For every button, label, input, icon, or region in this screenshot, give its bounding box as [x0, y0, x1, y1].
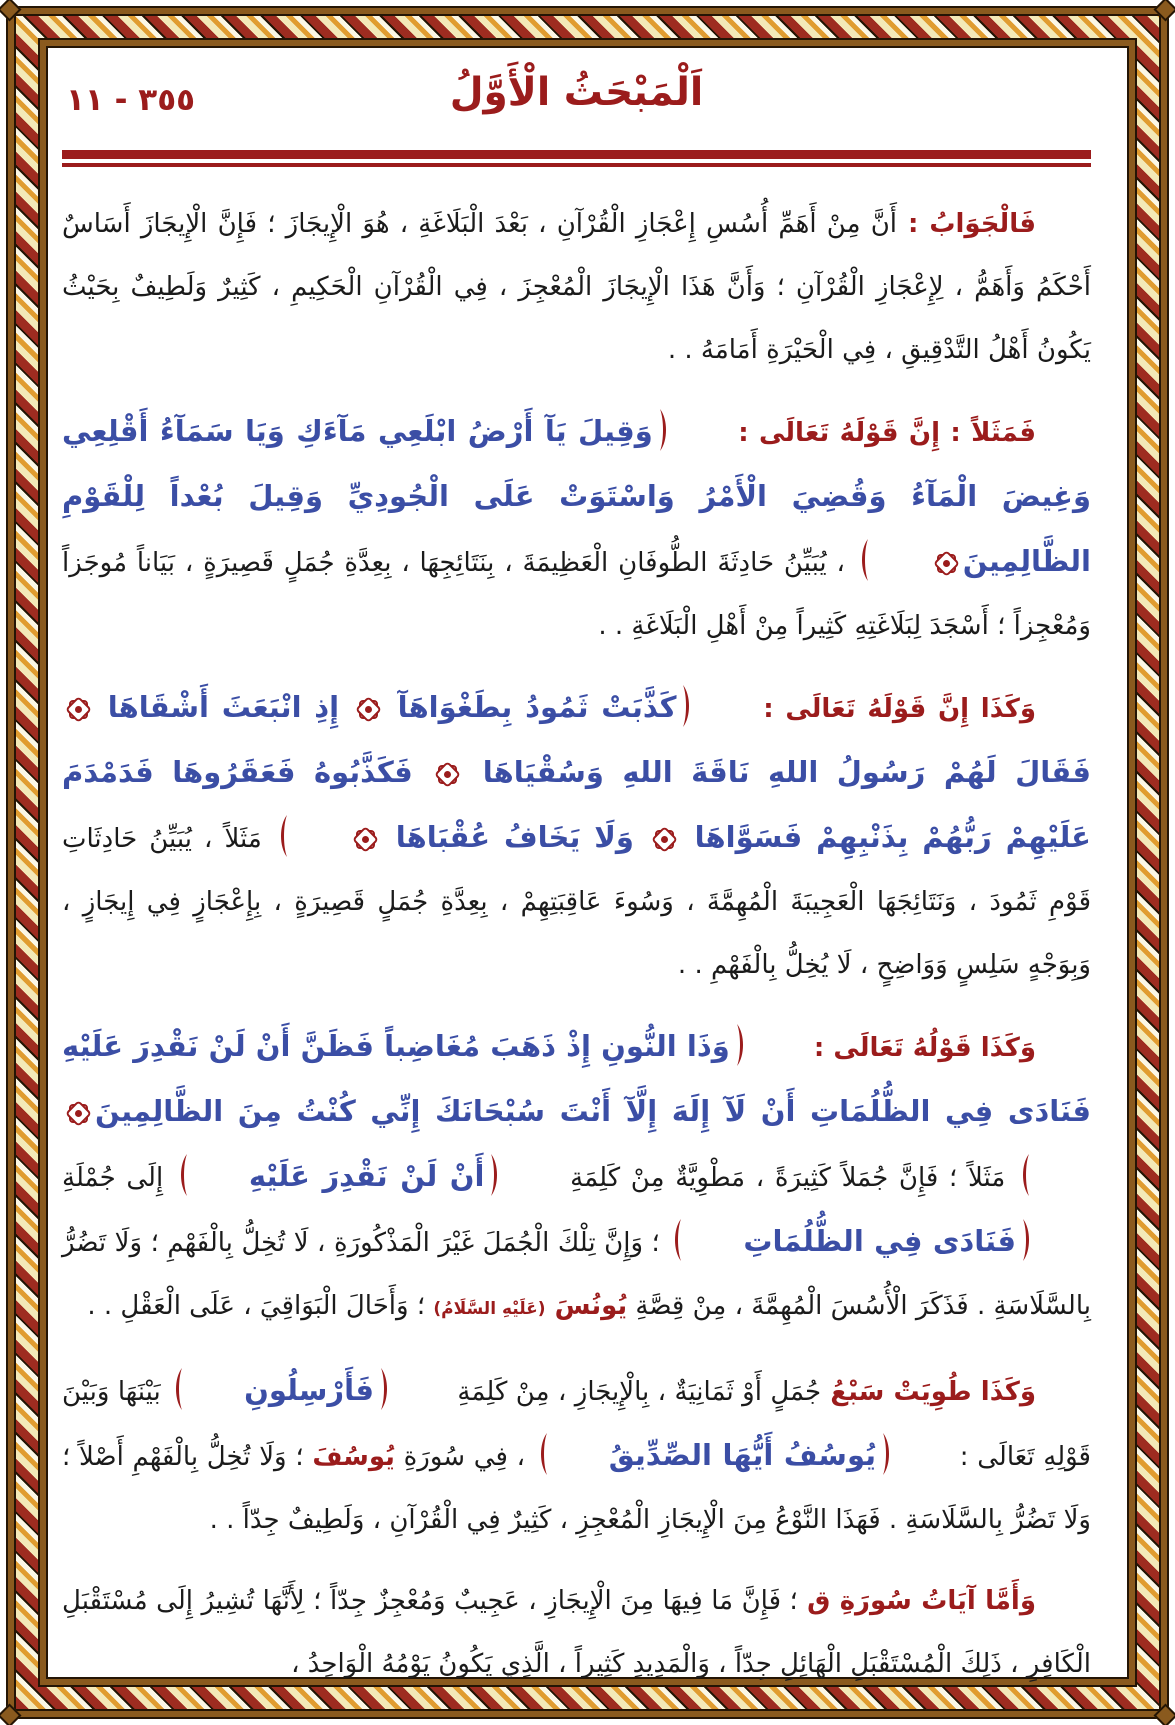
quran-close-bracket-icon	[671, 1219, 740, 1261]
quran-open-bracket-icon	[656, 409, 725, 451]
corner-ornament	[0, 1703, 22, 1725]
quran-quote-text: فَقَالَ لَهُمْ رَسُولُ اللهِ نَاقَةَ اللهِ وَسُقْيَاهَا	[464, 755, 1092, 789]
quran-quote-text: وَقِيلَ يَآ أَرْضُ ابْلَعِي مَآءَكِ وَيَا سَمَآءُ أَقْلِعِي وَغِيضَ الْمَآءُ وَقُضِيَ الْأَمْرُ وَاسْتَوَتْ عَلَى الْجُودِيِّ وَقِيلَ بُعْداً لِلْقَوْمِ الظَّالِمِينَ	[62, 414, 1091, 578]
quran-close-bracket-icon	[172, 1368, 241, 1410]
page-title: اَلْمَبْحَثُ الْأَوَّلُ	[449, 70, 704, 115]
quran-quote-text: فَكَذَّبُوهُ فَعَقَرُوهَا فَدَمْدَمَ عَلَيْهِمْ رَبُّهُمْ بِذَنْبِهِمْ فَسَوَّاهَا	[62, 755, 1091, 854]
quran-quote-text: فَأَرْسِلُونِ	[244, 1373, 374, 1407]
ayah-separator-rosette-icon	[936, 553, 957, 574]
quran-open-bracket-icon	[377, 1368, 446, 1410]
page-content	[62, 56, 1091, 1691]
divider-thick-line	[62, 150, 1091, 159]
quran-quote-text: فَنَادَى فِي الظُّلُمَاتِ	[743, 1224, 1017, 1258]
quran-quote-text: كَذَّبَتْ ثَمُودُ بِطَغْوَاهَآ	[384, 690, 677, 724]
body-black-text: بَيْنَهَا وَبَيْنَ قَوْلِهِ تَعَالَى :	[62, 1377, 1091, 1472]
honorific-text: (عَلَيْهِ السَّلَامُ)	[433, 1299, 546, 1319]
corner-ornament	[1153, 1703, 1175, 1725]
quran-close-bracket-icon	[277, 815, 346, 857]
quran-quote-text: وَلَا يَخَافُ عُقْبَاهَا	[381, 820, 648, 854]
ayah-separator-rosette-icon	[355, 829, 376, 850]
paragraph-5	[62, 1359, 1091, 1552]
paragraph-2	[62, 400, 1091, 658]
page-number: ٣٥٥ - ١١	[66, 82, 196, 118]
quran-open-bracket-icon	[679, 685, 748, 727]
header-divider	[62, 150, 1091, 167]
emphasis-red-text: يُونُسَ	[545, 1291, 628, 1321]
ayah-separator-rosette-icon	[654, 829, 675, 850]
quran-quote-text: إِذِ انْبَعَثَ أَشْقَاهَا	[95, 690, 352, 724]
quran-close-bracket-icon	[537, 1433, 606, 1475]
quran-open-bracket-icon	[879, 1433, 948, 1475]
emphasis-red-text: فَمَثَلاً : إِنَّ قَوْلَهُ تَعَالَى :	[727, 418, 1036, 448]
emphasis-red-text: وَكَذَا قَوْلُهُ تَعَالَى :	[804, 1033, 1036, 1063]
body-black-text: أَنَّ مِنْ أَهَمِّ أُسُسِ إِعْجَازِ الْقُرْآنِ ، بَعْدَ الْبَلَاغَةِ ، هُوَ الْإِيجَازَ ؛ فَإِنَّ الْإِيجَازَ أَسَاسٌ أَحْكَمُ وَأَهَمُّ ، لِإِعْجَازِ الْقُرْآنِ ؛ وَأَنَّ هَذَا الْإِيجَازَ الْمُعْجِزَ ، فِي الْقُرْآنِ الْحَكِيمِ ، كَثِيرٌ وَلَطِيفٌ بِحَيْثُ يَكُونُ أَهْلُ التَّدْقِيقِ ، فِي الْحَيْرَةِ أَمَامَهُ . .	[62, 209, 1091, 365]
body-black-text: جُمَلٍ أَوْ ثَمَانِيَةٌ ، بِالْإِيجَازِ ، مِنْ كَلِمَةِ	[449, 1377, 822, 1407]
quran-quote-text: يُوسُفُ أَيُّهَا الصِّدِّيقُ	[608, 1438, 877, 1472]
body-black-text: إِلَى جُمْلَةِ	[62, 1163, 174, 1193]
body-black-text: ؛ وَإِنَّ تِلْكَ الْجُمَلَ غَيْرَ الْمَذْكُورَةِ ، لَا تُخِلُّ بِالْفَهْمِ ؛ وَلَا تَضُرُّ بِالسَّلَاسَةِ . فَذَكَرَ الْأُسُسَ الْمُهِمَّةَ ، مِنْ قِصَّةِ	[62, 1228, 1091, 1321]
corner-ornament	[1153, 0, 1175, 22]
body-black-text: مَثَلاً ، يُبَيِّنُ حَادِثَاتِ قَوْمِ ثَمُودَ ، وَنَتَائِجَهَا الْعَجِيبَةَ الْمُهِمَّةَ ، وَسُوءَ عَاقِبَتِهِمْ ، بِعِدَّةِ جُمَلٍ قَصِيرَةٍ ، بِإِعْجَازٍ فِي إِيجَازٍ ، وَبِوَجْهٍ سَلِسٍ وَوَاضِحٍ ، لَا يُخِلُّ بِالْفَهْمِ . .	[62, 824, 1091, 980]
emphasis-red-text: يُوسُفَ	[312, 1442, 395, 1472]
ayah-separator-rosette-icon	[68, 699, 89, 720]
paragraph-6	[62, 1570, 1091, 1696]
emphasis-red-text: وَكَذَا إِنَّ قَوْلَهُ تَعَالَى :	[751, 694, 1036, 724]
emphasis-red-text: وَكَذَا طُوِيَتْ سَبْعُ	[821, 1377, 1037, 1407]
body-black-text: مَثَلاً ؛ فَإِنَّ جُمَلاً كَثِيرَةً ، مَطْوِيَّةٌ مِنْ كَلِمَةِ	[559, 1163, 1017, 1193]
ayah-separator-rosette-icon	[437, 764, 458, 785]
quran-open-bracket-icon	[733, 1024, 802, 1066]
body-text	[62, 193, 1091, 1696]
paragraph-3	[62, 676, 1091, 997]
quran-close-bracket-icon	[177, 1154, 246, 1196]
body-black-text: ، فِي سُورَةِ	[394, 1442, 534, 1472]
body-black-text: ؛ وَلَا تُخِلُّ بِالْفَهْمِ أَصْلاً ؛ وَلَا تَضُرُّ بِالسَّلَاسَةِ . فَهَذَا النَّوْعُ مِنَ الْإِيجَازِ الْمُعْجِزِ ، كَثِيرٌ فِي الْقُرْآنِ ، وَلَطِيفٌ جِدّاً . .	[62, 1442, 1091, 1535]
quran-open-bracket-icon	[487, 1154, 556, 1196]
ayah-separator-rosette-icon	[68, 1103, 89, 1124]
paragraph-1	[62, 193, 1091, 382]
emphasis-red-text: وَأَمَّا آيَاتُ سُورَةِ ق	[797, 1586, 1036, 1616]
quran-quote-text: وَذَا النُّونِ إِذْ ذَهَبَ مُغَاضِباً فَظَنَّ أَنْ لَنْ نَقْدِرَ عَلَيْهِ فَنَادَى فِي الظُّلُمَاتِ أَنْ لَآ إِلَهَ إِلَّآ أَنْتَ سُبْحَانَكَ إِنِّي كُنْتُ مِنَ الظَّالِمِينَ	[62, 1029, 1091, 1128]
emphasis-red-text: فَالْجَوَابُ :	[897, 209, 1036, 239]
divider-thin-line	[62, 163, 1091, 167]
paragraph-4	[62, 1015, 1091, 1341]
quran-close-bracket-icon	[1019, 1154, 1088, 1196]
page-header	[62, 56, 1091, 142]
body-black-text: ؛ فَإِنَّ مَا فِيهَا مِنَ الْإِيجَازِ ، عَجِيبٌ وَمُعْجِزٌ جِدّاً ؛ لِأَنَّهَا تُشِيرُ إِلَى مُسْتَقْبَلِ الْكَافِرِ ، ذَلِكَ الْمُسْتَقْبَلِ الْهَائِلِ جِدّاً ، وَالْمَدِيدِ كَثِيراً ، الَّذِي يَكُونُ يَوْمُهُ الْوَاحِدُ ،	[62, 1586, 1091, 1679]
body-black-text: ؛ وَأَحَالَ الْبَوَاقِيَ ، عَلَى الْعَقْلِ . .	[87, 1291, 434, 1321]
quran-close-bracket-icon	[858, 539, 927, 581]
ayah-separator-rosette-icon	[358, 699, 379, 720]
quran-open-bracket-icon	[1019, 1219, 1088, 1261]
quran-quote-text: أَنْ لَنْ نَقْدِرَ عَلَيْهِ	[248, 1159, 485, 1193]
body-black-text: ، يُبَيِّنُ حَادِثَةَ الطُّوفَانِ الْعَظِيمَةَ ، بِنَتَائِجِهَا ، بِعِدَّةِ جُمَلٍ قَصِيرَةٍ ، بَيَاناً مُوجَزاً وَمُعْجِزاً ؛ أَسْجَدَ لِبَلَاغَتِهِ كَثِيراً مِنْ أَهْلِ الْبَلَاغَةِ . .	[62, 548, 1091, 641]
corner-ornament	[0, 0, 22, 22]
